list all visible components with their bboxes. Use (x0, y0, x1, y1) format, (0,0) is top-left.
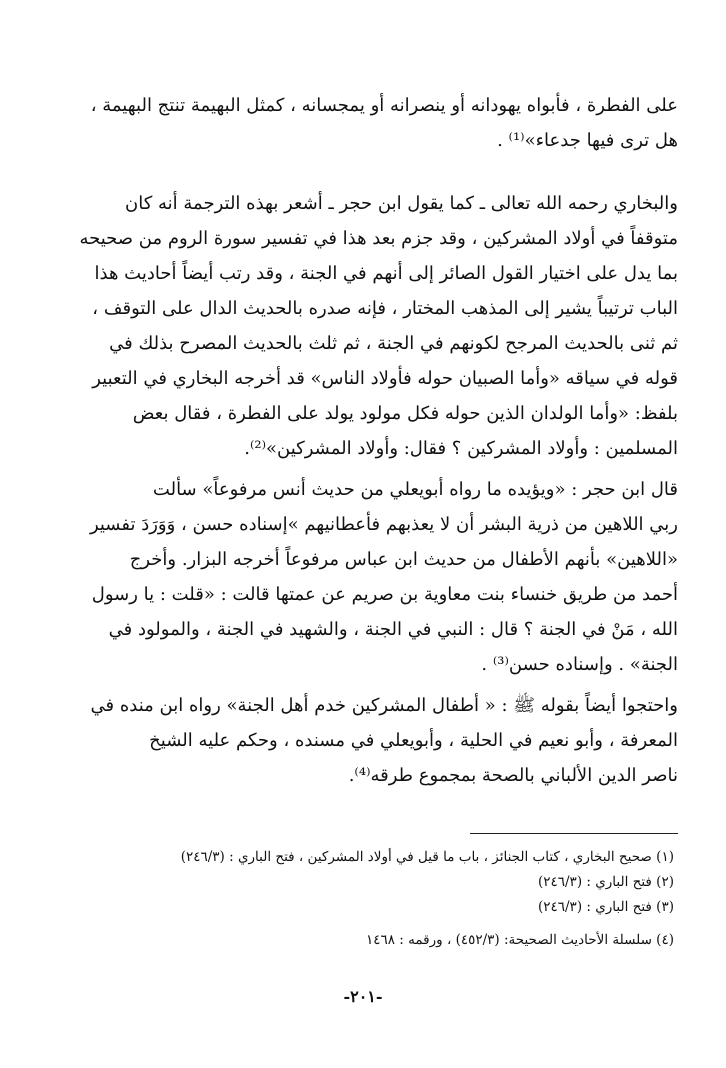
text-line: هل ترى فيها جدعاء»⁽¹⁾ . (497, 130, 678, 151)
paragraph-gap (58, 158, 678, 186)
footnote-gap (54, 920, 674, 928)
paragraph-3 (58, 472, 678, 682)
footnotes (54, 845, 674, 953)
text-line: ثم ثنى بالحديث المرجح لكونهم في الجنة ، ثم ثلث بالحديث المصرح بذلك في (109, 333, 678, 354)
text-line: قال ابن حجر : «ويؤيده ما رواه أبويعلي من حديث أنس مرفوعاً» سألت (152, 479, 678, 500)
text-line: الله ، مَنْ في الجنة ؟ قال : النبي في الجنة ، والشهيد في الجنة ، والمولود في (108, 619, 678, 640)
text-line: بما يدل على اختيار القول الصائر إلى أنهم في الجنة ، وقد رتب أيضاً أحاديث هذا (94, 263, 678, 284)
footnote-4: (٤) سلسلة الأحاديث الصحيحة: (٤٥٢/٣) ، ورقمه : ١٤٦٨ (365, 932, 674, 948)
footnote-3: (٣) فتح الباري : (٢٤٦/٣) (537, 899, 674, 915)
text-line: أحمد من طريق خنساء بنت معاوية بن صريم عن عمتها قالت : «قلت : يا رسول (91, 584, 678, 605)
text-line: متوقفاً في أولاد المشركين ، وقد جزم بعد هذا في تفسير سورة الروم من صحيحه (79, 228, 678, 249)
text-line: الجنة» . وإسناده حسن⁽³⁾ . (481, 654, 678, 675)
text-line: المعرفة ، وأبو نعيم في الحلية ، وأبويعلي في مسنده ، وحكم عليه الشيخ (149, 730, 678, 751)
paragraph-4 (58, 688, 678, 793)
main-text (58, 88, 678, 793)
text-line: الباب ترتيباً يشير إلى المذهب المختار ، فإنه صدره بالحديث الدال على التوقف ، (92, 298, 678, 319)
paragraph-1 (58, 88, 678, 158)
text-line: المسلمين : وأولاد المشركين ؟ فقال: وأولاد المشركين»⁽²⁾. (244, 438, 678, 459)
text-line: بلفظ: «وأما الولدان الذين حوله فكل مولود يولد على الفطرة ، فقال بعض (132, 403, 678, 424)
text-line: ناصر الدين الألباني بالصحة بمجموع طرقه⁽⁴⁾. (348, 765, 678, 786)
text-line: ربي اللاهين من ذرية البشر أن لا يعذبهم فأعطانيهم »إسناده حسن ، وَوَرَدَ تفسير (89, 514, 678, 535)
paragraph-2 (58, 186, 678, 466)
text-line: قوله في سياقه «وأما الصبيان حوله فأولاد الناس» قد أخرجه البخاري في التعبير (92, 368, 678, 389)
text-line: على الفطرة ، فأبواه يهودانه أو ينصرانه أو يمجسانه ، كمثل البهيمة تنتج البهيمة ، (90, 95, 678, 116)
footnote-separator (470, 833, 678, 834)
text-line: «اللاهين» بأنهم الأطفال من حديث ابن عباس مرفوعاً أخرجه البزار. وأخرج (129, 549, 678, 570)
page-number: -٢٠١- (343, 987, 383, 1006)
footnote-1: (١) صحيح البخاري ، كتاب الجنائز ، باب ما قيل في أولاد المشركين ، فتح الباري : (٢٤٦/٣) (180, 849, 674, 865)
text-line: واحتجوا أيضاً بقوله ﷺ : « أطفال المشركين خدم أهل الجنة» رواه ابن منده في (90, 695, 678, 716)
text-line: والبخاري رحمه الله تعالى ـ كما يقول ابن حجر ـ أشعر بهذه الترجمة أنه كان (125, 193, 678, 214)
footnote-2: (٢) فتح الباري : (٢٤٦/٣) (537, 874, 674, 890)
